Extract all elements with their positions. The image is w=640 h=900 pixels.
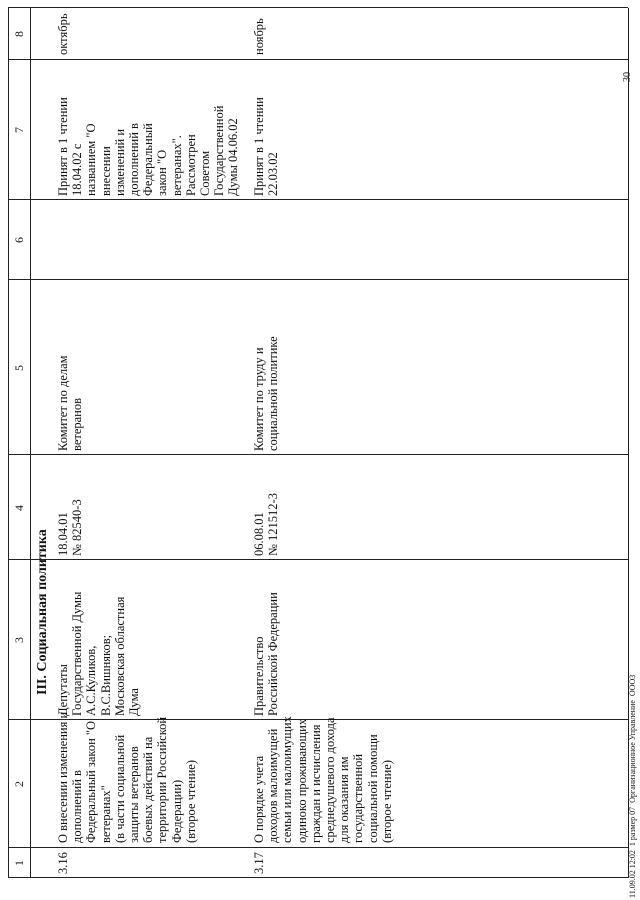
column-border [8, 199, 628, 200]
column-number: 6 [12, 237, 26, 243]
scheduled-month: ноябрь [252, 18, 266, 55]
column-number: 3 [12, 637, 26, 643]
bill-registration: 06.08.01 № 121512-3 [252, 493, 281, 556]
section-title: III. Социальная политика [35, 529, 50, 695]
column-border [8, 279, 628, 280]
column-border [8, 7, 628, 8]
bill-initiator: Правительство Российской Федерации [252, 592, 281, 716]
column-border [8, 847, 628, 848]
column-border [8, 877, 628, 878]
column-number: 1 [12, 860, 26, 866]
bill-status: Принят в 1 чтении 22.03.02 [252, 97, 281, 196]
bill-title: О внесении изменения и дополнений в Федеральный закон "О ветеранах" (в части социальной защиты ветеранов боевых действий на территории Российской Федерации) (второе чтение) [56, 711, 198, 843]
bill-title: О порядке учета доходов малоимущей семьи или малоимущих одиноко проживающих граждан и исчисления среднедушевого дохода для оказания им государственной социальной помощи (второе чтение) [252, 716, 394, 843]
print-footer: 11.09.02 12:02 1 размер 07 Организационное Управление ООО3 [628, 674, 637, 898]
row-number: 3.16 [56, 852, 70, 874]
page-number: 30 [622, 72, 633, 82]
column-number: 7 [12, 127, 26, 133]
column-number: 2 [12, 781, 26, 787]
column-border [8, 59, 628, 60]
row-number: 3.17 [252, 852, 266, 874]
responsible-committee: Комитет по делам ветеранов [56, 355, 85, 451]
column-number: 4 [12, 505, 26, 511]
column-number: 5 [12, 365, 26, 371]
bill-registration: 18.04.01 № 82540-3 [56, 499, 85, 556]
scheduled-month: октябрь [56, 13, 70, 55]
bill-status: Принят в 1 чтении 18.04.02 с названием "О внесении изменений и дополнений в Федеральный закон "О ветеранах". Рассмотрен Советом Государственной Думы 04.06.02 [56, 97, 241, 196]
column-number: 8 [12, 31, 26, 37]
table-top-border [8, 8, 9, 878]
bill-initiator: Депутаты Государственной Думы А.С.Куликов, В.С.Вишняков; Московская областная Дума [56, 591, 142, 716]
column-border [8, 454, 628, 455]
header-row-border [30, 8, 31, 878]
responsible-committee: Комитет по труду и социальной политике [252, 336, 281, 451]
column-border [8, 559, 628, 560]
